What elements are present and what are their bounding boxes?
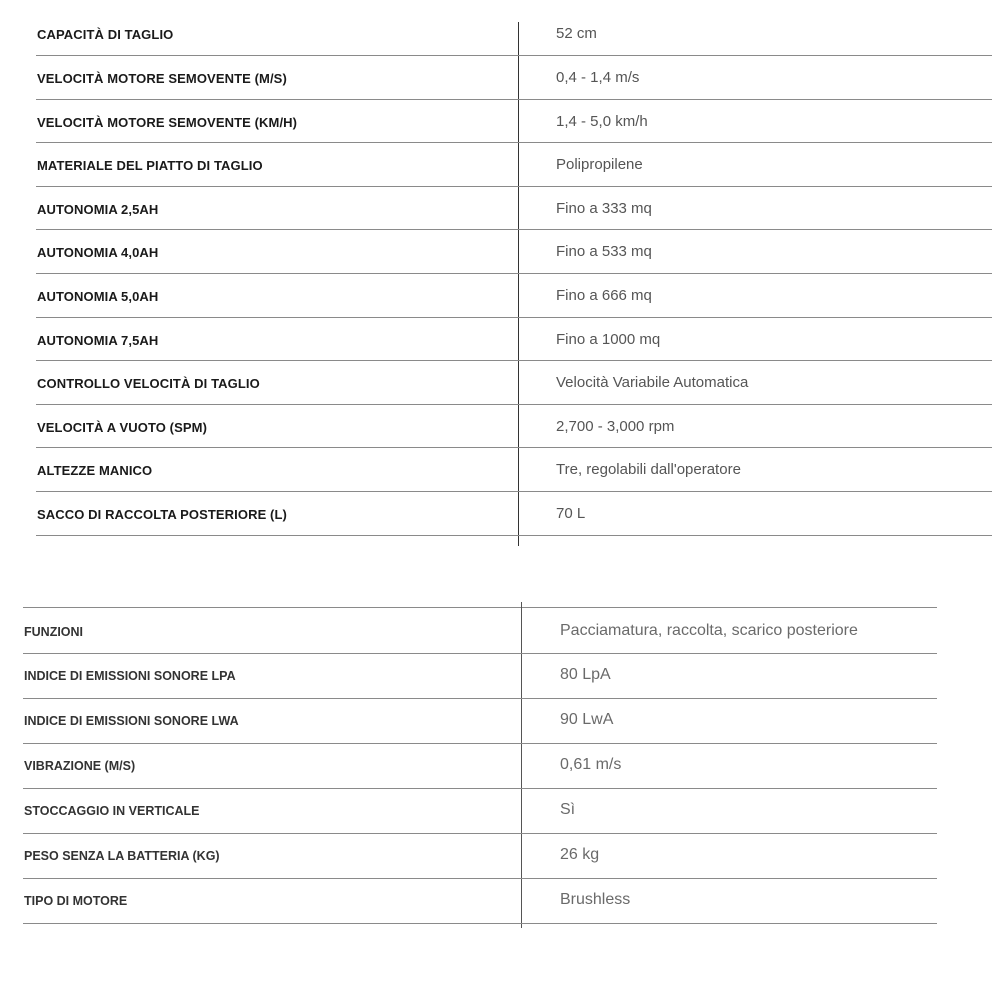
spec-label: STOCCAGGIO IN VERTICALE [24, 804, 200, 819]
table-row [23, 833, 937, 879]
spec-table-secondary [23, 0, 937, 940]
spec-label: ALTEZZE MANICO [37, 463, 153, 479]
spec-label: MATERIALE DEL PIATTO DI TAGLIO [37, 158, 263, 174]
spec-label: FUNZIONI [24, 624, 84, 639]
spec-value: 70 L [556, 505, 586, 522]
spec-value: 1,4 - 5,0 km/h [556, 112, 648, 130]
spec-value: 90 LwA [560, 711, 614, 729]
spec-value: 26 kg [560, 846, 600, 863]
spec-value: Polipropilene [556, 156, 643, 174]
spec-label: INDICE DI EMISSIONI SONORE LWA [24, 714, 239, 729]
spec-value: 52 cm [556, 25, 597, 43]
spec-value: 2,700 - 3,000 rpm [556, 417, 675, 435]
spec-value: Tre, regolabili dall'operatore [556, 461, 741, 479]
spec-label: CAPACITÀ DI TAGLIO [37, 27, 174, 43]
spec-label: PESO SENZA LA BATTERIA (KG) [24, 849, 220, 863]
spec-label: AUTONOMIA 5,0AH [37, 289, 159, 304]
spec-label: AUTONOMIA 2,5AH [37, 201, 159, 217]
spec-value: Velocità Variabile Automatica [556, 374, 749, 392]
spec-value: Pacciamatura, raccolta, scarico posteriore [560, 621, 858, 639]
table-row [23, 878, 937, 924]
spec-label: TIPO DI MOTORE [24, 893, 128, 908]
spec-value: 0,4 - 1,4 m/s [556, 69, 640, 86]
table-row [23, 743, 937, 789]
spec-label: VELOCITÀ MOTORE SEMOVENTE (KM/H) [37, 114, 298, 130]
spec-value: Brushless [560, 890, 631, 908]
spec-value: Fino a 1000 mq [556, 330, 661, 348]
table-row [23, 609, 937, 655]
table-row [23, 788, 937, 834]
spec-value: 0,61 m/s [560, 756, 622, 774]
spec-label: SACCO DI RACCOLTA POSTERIORE (L) [37, 507, 287, 522]
table-row [23, 698, 937, 744]
spec-label: VELOCITÀ A VUOTO (SPM) [37, 419, 208, 435]
spec-value: Fino a 533 mq [556, 243, 652, 261]
spec-label: AUTONOMIA 4,0AH [37, 245, 159, 261]
spec-label: VELOCITÀ MOTORE SEMOVENTE (M/S) [37, 71, 287, 86]
spec-label: AUTONOMIA 7,5AH [37, 332, 159, 348]
spec-value: Fino a 666 mq [556, 287, 652, 304]
spec-value: Fino a 333 mq [556, 199, 652, 217]
spec-label: INDICE DI EMISSIONI SONORE LPA [24, 669, 236, 684]
table-row [23, 653, 937, 699]
spec-value: 80 LpA [560, 666, 611, 684]
spec-label: VIBRAZIONE (M/S) [24, 759, 136, 774]
spec-value: Sì [560, 801, 576, 819]
spec-label: CONTROLLO VELOCITÀ DI TAGLIO [37, 376, 260, 392]
